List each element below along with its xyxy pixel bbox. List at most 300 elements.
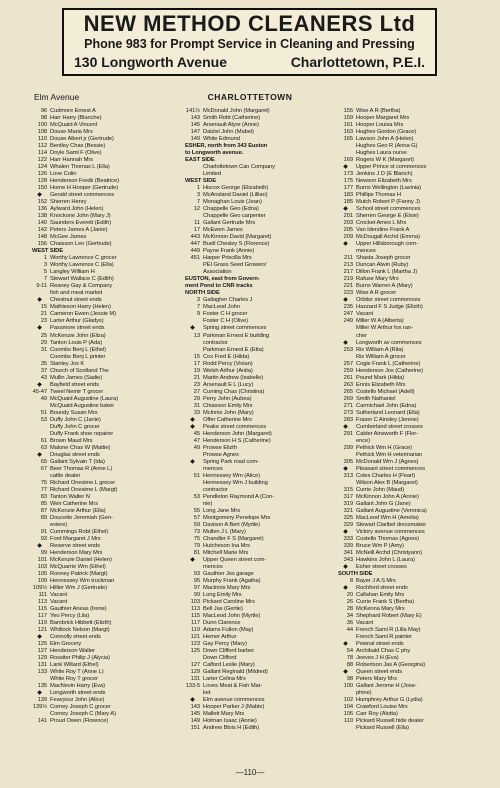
cross-street-entry [32, 382, 180, 389]
continuation-line: Rix William A grocer [356, 353, 406, 360]
house-number: 129 [37, 655, 47, 662]
directory-entry [32, 417, 180, 424]
house-number: 59 [193, 521, 200, 528]
house-number: 131 [190, 676, 200, 683]
house-number: 325 [343, 514, 353, 521]
diamond-icon: ◆ [343, 641, 348, 648]
entry-text: Passmore street ends [50, 325, 105, 332]
house-number: 113 [191, 606, 200, 613]
continuation-line: Pickard Russell (Ella) [356, 725, 409, 732]
house-number: 85 [40, 500, 47, 507]
continuation-line: PEI Grass Seed Growers' [203, 262, 267, 269]
directory-entry [185, 389, 333, 396]
diamond-icon: ◆ [343, 564, 348, 571]
resident-name: Harr Harry (Blanche) [50, 115, 102, 122]
directory-entry [338, 283, 480, 290]
resident-name: Cogie Frank L (Catherine) [356, 360, 421, 367]
resident-name: Proud Owen (Florence) [50, 718, 109, 725]
directory-entry [32, 311, 180, 318]
resident-name: Rossiter Philip J (Alycia) [50, 655, 110, 662]
resident-name: Douse Maria Mrs [50, 129, 93, 136]
directory-entry [338, 396, 480, 403]
resident-name: Calford Leslie (Mary) [203, 662, 255, 669]
house-number: 235 [343, 304, 353, 311]
resident-name: Murphy Frank (Agatha) [203, 578, 261, 585]
directory-entry [338, 361, 480, 368]
house-number: 88 [346, 662, 353, 669]
directory-entry [185, 241, 333, 248]
continuation-line: Chappelle Geo carpenter [203, 213, 266, 220]
continuation-line: Coombs Benj L printer [50, 353, 106, 360]
house-number: 139½ [32, 704, 47, 711]
resident-name: Rix William A (Rita) [356, 346, 404, 353]
house-number: 96 [40, 108, 47, 114]
directory-entry [185, 234, 333, 241]
directory-entry [32, 480, 180, 487]
house-number: 100 [37, 122, 47, 129]
directory-entry [338, 122, 480, 129]
house-number: 141 [37, 718, 47, 725]
directory-entry [338, 704, 480, 711]
directory-entry [338, 655, 480, 662]
directory-entry [185, 375, 333, 382]
house-number: 5 [43, 269, 47, 276]
entry-text: Orbitor street commences [356, 297, 421, 304]
directory-entry [185, 410, 333, 417]
resident-name: Costello Michael (Adell) [356, 388, 415, 395]
house-number: 36 [346, 620, 353, 627]
resident-name: Douse Albert jr (Gertrude) [50, 136, 114, 143]
resident-name: Smith Robt (Catherine) [203, 115, 261, 122]
resident-name: Reaney Gay & Company [50, 283, 113, 290]
entry-text: Pownal street ends [356, 641, 404, 648]
house-number: 109½ [32, 585, 47, 592]
resident-name: Chappelle Geo (Edna) [203, 206, 259, 213]
directory-entry [185, 711, 333, 718]
directory-entry [32, 508, 180, 515]
resident-name: Ennis Elizabeth Mrs [356, 381, 406, 388]
house-number: 140 [37, 220, 47, 227]
directory-entry [185, 185, 333, 192]
house-number: 147 [190, 129, 200, 136]
house-number: 133-5 [185, 683, 200, 690]
resident-name: Rodd Percy (Vivian) [203, 360, 253, 367]
directory-entry [185, 599, 333, 606]
resident-name: Wise A R (Bertha) [356, 108, 401, 114]
resident-name: Wise A R grocer [356, 290, 397, 297]
resident-name: Gauthier Jos garage [203, 571, 254, 578]
resident-name: Cuming Chas (Christina) [203, 388, 265, 395]
continuation-line: contractor [203, 339, 228, 346]
resident-name: Vacant [356, 620, 374, 627]
house-number: 3 [43, 262, 47, 269]
house-number: 117 [191, 620, 200, 627]
house-number: 291 [343, 430, 353, 437]
directory-entry [185, 669, 333, 676]
directory-entry [32, 234, 180, 241]
house-number: 185 [343, 199, 353, 206]
resident-name: Fraser C Ainsley (Jennie) [356, 416, 419, 423]
house-number: 33 [193, 409, 200, 416]
directory-entry [185, 634, 333, 641]
house-number: 138 [37, 213, 47, 220]
directory-entry [185, 382, 333, 389]
resident-name: Larter Arthur (Gladys) [50, 318, 104, 325]
house-number: 213 [343, 262, 353, 269]
advertisement-box [62, 8, 437, 76]
house-number: 106 [343, 711, 353, 718]
entry-text: Offer Catherine Mrs [203, 416, 252, 423]
house-number: 75 [193, 535, 200, 542]
resident-name: McDougall Archd (Emma) [356, 234, 420, 241]
house-number: 97 [193, 585, 200, 592]
resident-name: Tanton Louis P (Ada) [50, 339, 103, 346]
resident-name: Carr Roy (Alotta) [356, 711, 398, 718]
house-number: 93 [193, 571, 200, 578]
directory-entry [185, 403, 333, 410]
house-number: 163 [343, 129, 353, 136]
resident-name: Aylward John (Helen) [50, 206, 104, 213]
directory-entry [32, 578, 180, 585]
house-number: 21 [193, 374, 200, 381]
resident-name: Mallett Mary Mrs [203, 711, 245, 718]
directory-entry [32, 529, 180, 536]
resident-name: Malone Chas W (Mattie) [50, 444, 111, 451]
directory-entry [185, 473, 333, 480]
resident-name: Arsenault Alyre (Anne) [203, 122, 259, 129]
continuation-line: cattle dealer [50, 472, 81, 479]
section-heading: WEST SIDE [185, 178, 216, 185]
resident-name: Chaisson Leo (Gertrude) [50, 241, 112, 248]
house-number: 43 [40, 374, 47, 381]
directory-entry [185, 620, 333, 627]
continuation-line: Association [203, 269, 232, 276]
house-number: 343 [343, 557, 353, 563]
house-number: 121 [37, 627, 47, 634]
directory-entry [338, 192, 480, 199]
directory-entry [32, 129, 180, 136]
house-number: 145 [190, 122, 200, 129]
house-number: 135 [37, 683, 47, 690]
resident-name: McKenna Mary Mrs [356, 606, 405, 613]
directory-entry [185, 543, 333, 550]
directory-entry [185, 585, 333, 592]
house-number: 203 [343, 220, 353, 227]
diamond-icon: ◆ [343, 585, 348, 592]
continuation-line: Down Clifford [203, 655, 237, 662]
directory-entry [338, 129, 480, 136]
resident-name: Bambrick Hibbett (Elizth) [50, 620, 112, 627]
house-number: 29 [193, 395, 200, 402]
resident-name: Vacant [356, 311, 374, 318]
house-number: 8 [349, 578, 353, 585]
directory-entry [338, 389, 480, 396]
entry-text: Victory avenue commences [356, 528, 425, 535]
resident-name: Vacant [50, 599, 68, 606]
house-number: 49 [193, 444, 200, 451]
directory-entry [338, 290, 480, 297]
directory-entry [185, 725, 333, 732]
directory-entry [185, 704, 333, 711]
resident-name: Boundy Susan Mrs [50, 409, 98, 416]
entry-text: Esher street crosses [356, 564, 407, 571]
house-number: 113 [38, 599, 47, 606]
house-number: 142 [37, 227, 47, 234]
house-number: 51 [40, 409, 47, 416]
house-number: 211 [344, 255, 353, 262]
directory-entry [338, 347, 480, 354]
resident-name: Long Jane Mrs [203, 507, 241, 514]
house-number: 273 [343, 409, 353, 416]
continuation-line: Corney Joseph C (Mary A) [50, 711, 116, 718]
resident-name: Calder Ainsworth F (Flor- [356, 430, 418, 437]
house-number: 313 [343, 472, 353, 479]
resident-name: Crawford Louise Mrs [356, 704, 408, 711]
directory-entry [32, 571, 180, 578]
house-number: 78 [346, 655, 353, 662]
house-number: 119 [38, 620, 47, 627]
diamond-icon: ◆ [343, 465, 348, 472]
directory-entry [32, 459, 180, 466]
house-number: 219 [343, 276, 353, 283]
house-number: 127 [37, 648, 47, 655]
resident-name: Andrew Blois H (Edith) [203, 725, 260, 732]
directory-entry [338, 136, 480, 143]
house-number: 63 [40, 444, 47, 451]
resident-name: Hughes Gordon (Grace) [356, 129, 417, 136]
directory-entry [185, 396, 333, 403]
directory-entry [185, 627, 333, 634]
section-heading: to Longworth avenue. [185, 150, 244, 157]
resident-name: Davison A Bert (Myrtle) [203, 521, 260, 528]
directory-entry [32, 627, 180, 634]
directory-entry [32, 375, 180, 382]
directory-entry [32, 641, 180, 648]
house-number: 27 [193, 388, 200, 395]
continuation-line: Duffy Frank shoe repairer [50, 430, 114, 437]
house-number: 93 [40, 535, 47, 542]
directory-entry [338, 711, 480, 718]
house-number: 333 [343, 535, 353, 542]
house-number: 45-47 [32, 388, 47, 395]
house-number: 321 [343, 507, 353, 514]
entry-text: Elm avenue commences [203, 697, 265, 704]
directory-entry [32, 283, 180, 290]
cross-street-entry [338, 424, 480, 431]
directory-entry [32, 396, 180, 403]
directory-entry [32, 220, 180, 227]
directory-entry [185, 571, 333, 578]
house-number: 112 [38, 143, 47, 150]
house-number: 315 [343, 486, 353, 493]
resident-name: French Saml R (Lilla May) [356, 627, 421, 634]
directory-entry [32, 606, 180, 613]
house-number: 11 [194, 220, 200, 227]
house-number: 150 [37, 185, 47, 192]
house-number: 148 [37, 234, 47, 241]
directory-entry [32, 164, 180, 171]
directory-entry [185, 199, 333, 206]
resident-name: McKenzie Arthur (Ella) [50, 507, 106, 514]
continuation-line: Hennessey Wm J building [203, 479, 268, 486]
resident-name: Coles Charles H (Pearl) [356, 472, 415, 479]
resident-name: Stewart Clarlbel dressmaker [356, 521, 427, 528]
house-number: 169 [343, 157, 353, 164]
house-number: 155 [343, 108, 353, 114]
house-number: 319 [343, 500, 353, 507]
resident-name: Gallagher Charles J [203, 297, 253, 304]
house-number: 34 [346, 613, 353, 620]
resident-name: Peters James A (Janie) [50, 227, 108, 234]
directory-entry [32, 213, 180, 220]
directory-entry [185, 115, 333, 122]
resident-name: Hazzard F S Judge (Elizth) [356, 304, 423, 311]
resident-name: Jenkins J D (E Blanch) [356, 171, 413, 178]
directory-entry [185, 683, 333, 690]
directory-entry [338, 627, 480, 634]
diamond-icon: ◆ [343, 423, 348, 430]
directory-entry [32, 501, 180, 508]
house-number: 98 [40, 115, 47, 122]
directory-entry [32, 466, 180, 473]
resident-name: Rooney Patrick (Margt) [50, 571, 108, 578]
page-number: —110— [235, 768, 265, 777]
resident-name: Holman Isaac (Annie) [203, 718, 257, 725]
house-number: 223 [343, 290, 353, 297]
house-number: 100 [343, 683, 353, 690]
directory-entry [32, 585, 180, 592]
diamond-icon: ◆ [343, 206, 348, 213]
house-number: 305 [343, 458, 353, 465]
house-number: 17 [193, 227, 200, 234]
directory-entry [185, 578, 333, 585]
diamond-icon: ◆ [190, 416, 195, 423]
house-number: 283 [343, 416, 353, 423]
resident-name: Pickard Russell hide dealer [356, 718, 424, 725]
directory-entry [185, 304, 333, 311]
directory-entry [32, 262, 180, 269]
resident-name: Chandler F S (Margaret) [203, 535, 264, 542]
resident-name: Martin Andrew (Isabelle) [203, 374, 264, 381]
resident-name: Stewart Wallace C (Edith) [50, 276, 114, 283]
entry-text: Spring Park road com- [203, 458, 259, 465]
house-number: 103 [190, 599, 200, 606]
house-number: 117 [38, 613, 47, 620]
house-number: 269 [343, 395, 353, 402]
house-number: 257 [343, 360, 353, 367]
continuation-line: mences [356, 248, 376, 255]
house-number: 79 [193, 542, 200, 549]
continuation-line: Foster C H (Olive) [203, 318, 248, 325]
cross-street-entry [185, 325, 333, 332]
house-number: 20 [346, 592, 353, 599]
resident-name: Whitlock Nelson (Margt) [50, 627, 110, 634]
ad-address-line [64, 52, 435, 72]
house-number: 339 [343, 542, 353, 549]
directory-entry [185, 494, 333, 501]
cross-street-entry [32, 192, 180, 199]
resident-name: Long Emily Mrs [203, 592, 242, 599]
section-heading: EAST SIDE [185, 157, 215, 164]
resident-name: Cummings Robt (Ethel) [50, 528, 109, 535]
resident-name: Bruce Wm P (Amy) [356, 542, 404, 549]
directory-entry [32, 613, 180, 620]
resident-name: Cudmore Ernest A [50, 108, 96, 114]
house-number: 209 [343, 234, 353, 241]
house-number: 73 [193, 528, 200, 535]
house-number: 17 [193, 360, 200, 367]
directory-entry [185, 333, 333, 340]
resident-name: McEwen James [203, 227, 243, 234]
resident-name: Crocket Ames L Mrs [356, 220, 407, 227]
resident-name: Tanton Walter N [50, 493, 90, 500]
directory-entry [32, 333, 180, 340]
house-number: 7 [196, 199, 200, 206]
directory-entry [338, 662, 480, 669]
house-number: 3 [196, 192, 200, 199]
resident-name: McDonald John (Margaret) [203, 108, 270, 114]
entry-text: Peake street commences [203, 423, 267, 430]
directory-entry [32, 304, 180, 311]
cross-street-entry [185, 697, 333, 704]
cross-street-entry [338, 466, 480, 473]
resident-name: Cameron Ewen (Jessie M) [50, 311, 116, 318]
resident-name: Hemer Arthur [203, 634, 237, 641]
directory-entry [338, 269, 480, 276]
directory-entry [338, 157, 480, 164]
directory-entry [338, 613, 480, 620]
continuation-line: Parkman Ernest E (Etta) [203, 346, 264, 353]
directory-entry [338, 592, 480, 599]
house-number: 221 [343, 283, 353, 290]
diamond-icon: ◆ [37, 451, 42, 458]
resident-name: Richard Onesime L grocer [50, 479, 116, 486]
continuation-line: ket [203, 690, 211, 697]
diamond-icon: ◆ [37, 192, 42, 199]
directory-entry [185, 122, 333, 129]
directory-entry [32, 255, 180, 262]
house-number: 451 [190, 255, 200, 262]
resident-name: Henderson John (Margaret) [203, 430, 272, 437]
resident-name: Dalziel John (Mabel) [203, 129, 254, 136]
house-number: 131 [37, 662, 47, 669]
entry-text: Longworth av commences [356, 339, 422, 346]
resident-name: Pickard Caroline Mrs [203, 599, 255, 606]
entry-text: Spring street commences [203, 325, 267, 332]
house-number: 37 [40, 367, 47, 374]
house-number: 108 [37, 129, 47, 136]
resident-name: Perry John (Aubea) [203, 395, 252, 402]
resident-name: Monaghan Louis (Jean) [203, 199, 262, 206]
resident-name: McNeill Archd (Christyann) [356, 549, 423, 556]
resident-name: McAnsland Daniel (Lillian) [203, 192, 268, 199]
directory-entry [32, 143, 180, 150]
directory-entry [185, 192, 333, 199]
house-number: 173 [343, 171, 353, 178]
house-number: 109 [37, 578, 47, 585]
section-heading: SOUTH SIDE [338, 571, 373, 578]
house-number: 156 [37, 241, 47, 248]
directory-entry [185, 227, 333, 234]
resident-name: MacLeod John (Myrtle) [203, 613, 261, 620]
house-number: 136 [37, 206, 47, 213]
continuation-line: Pethick Wm H veterinarian [356, 451, 423, 458]
house-number: 98 [346, 676, 353, 683]
resident-name: Welsh Arthur (Anita) [203, 367, 253, 374]
diamond-icon: ◆ [190, 697, 195, 704]
directory-entry [185, 550, 333, 557]
cross-street-entry [338, 241, 480, 248]
